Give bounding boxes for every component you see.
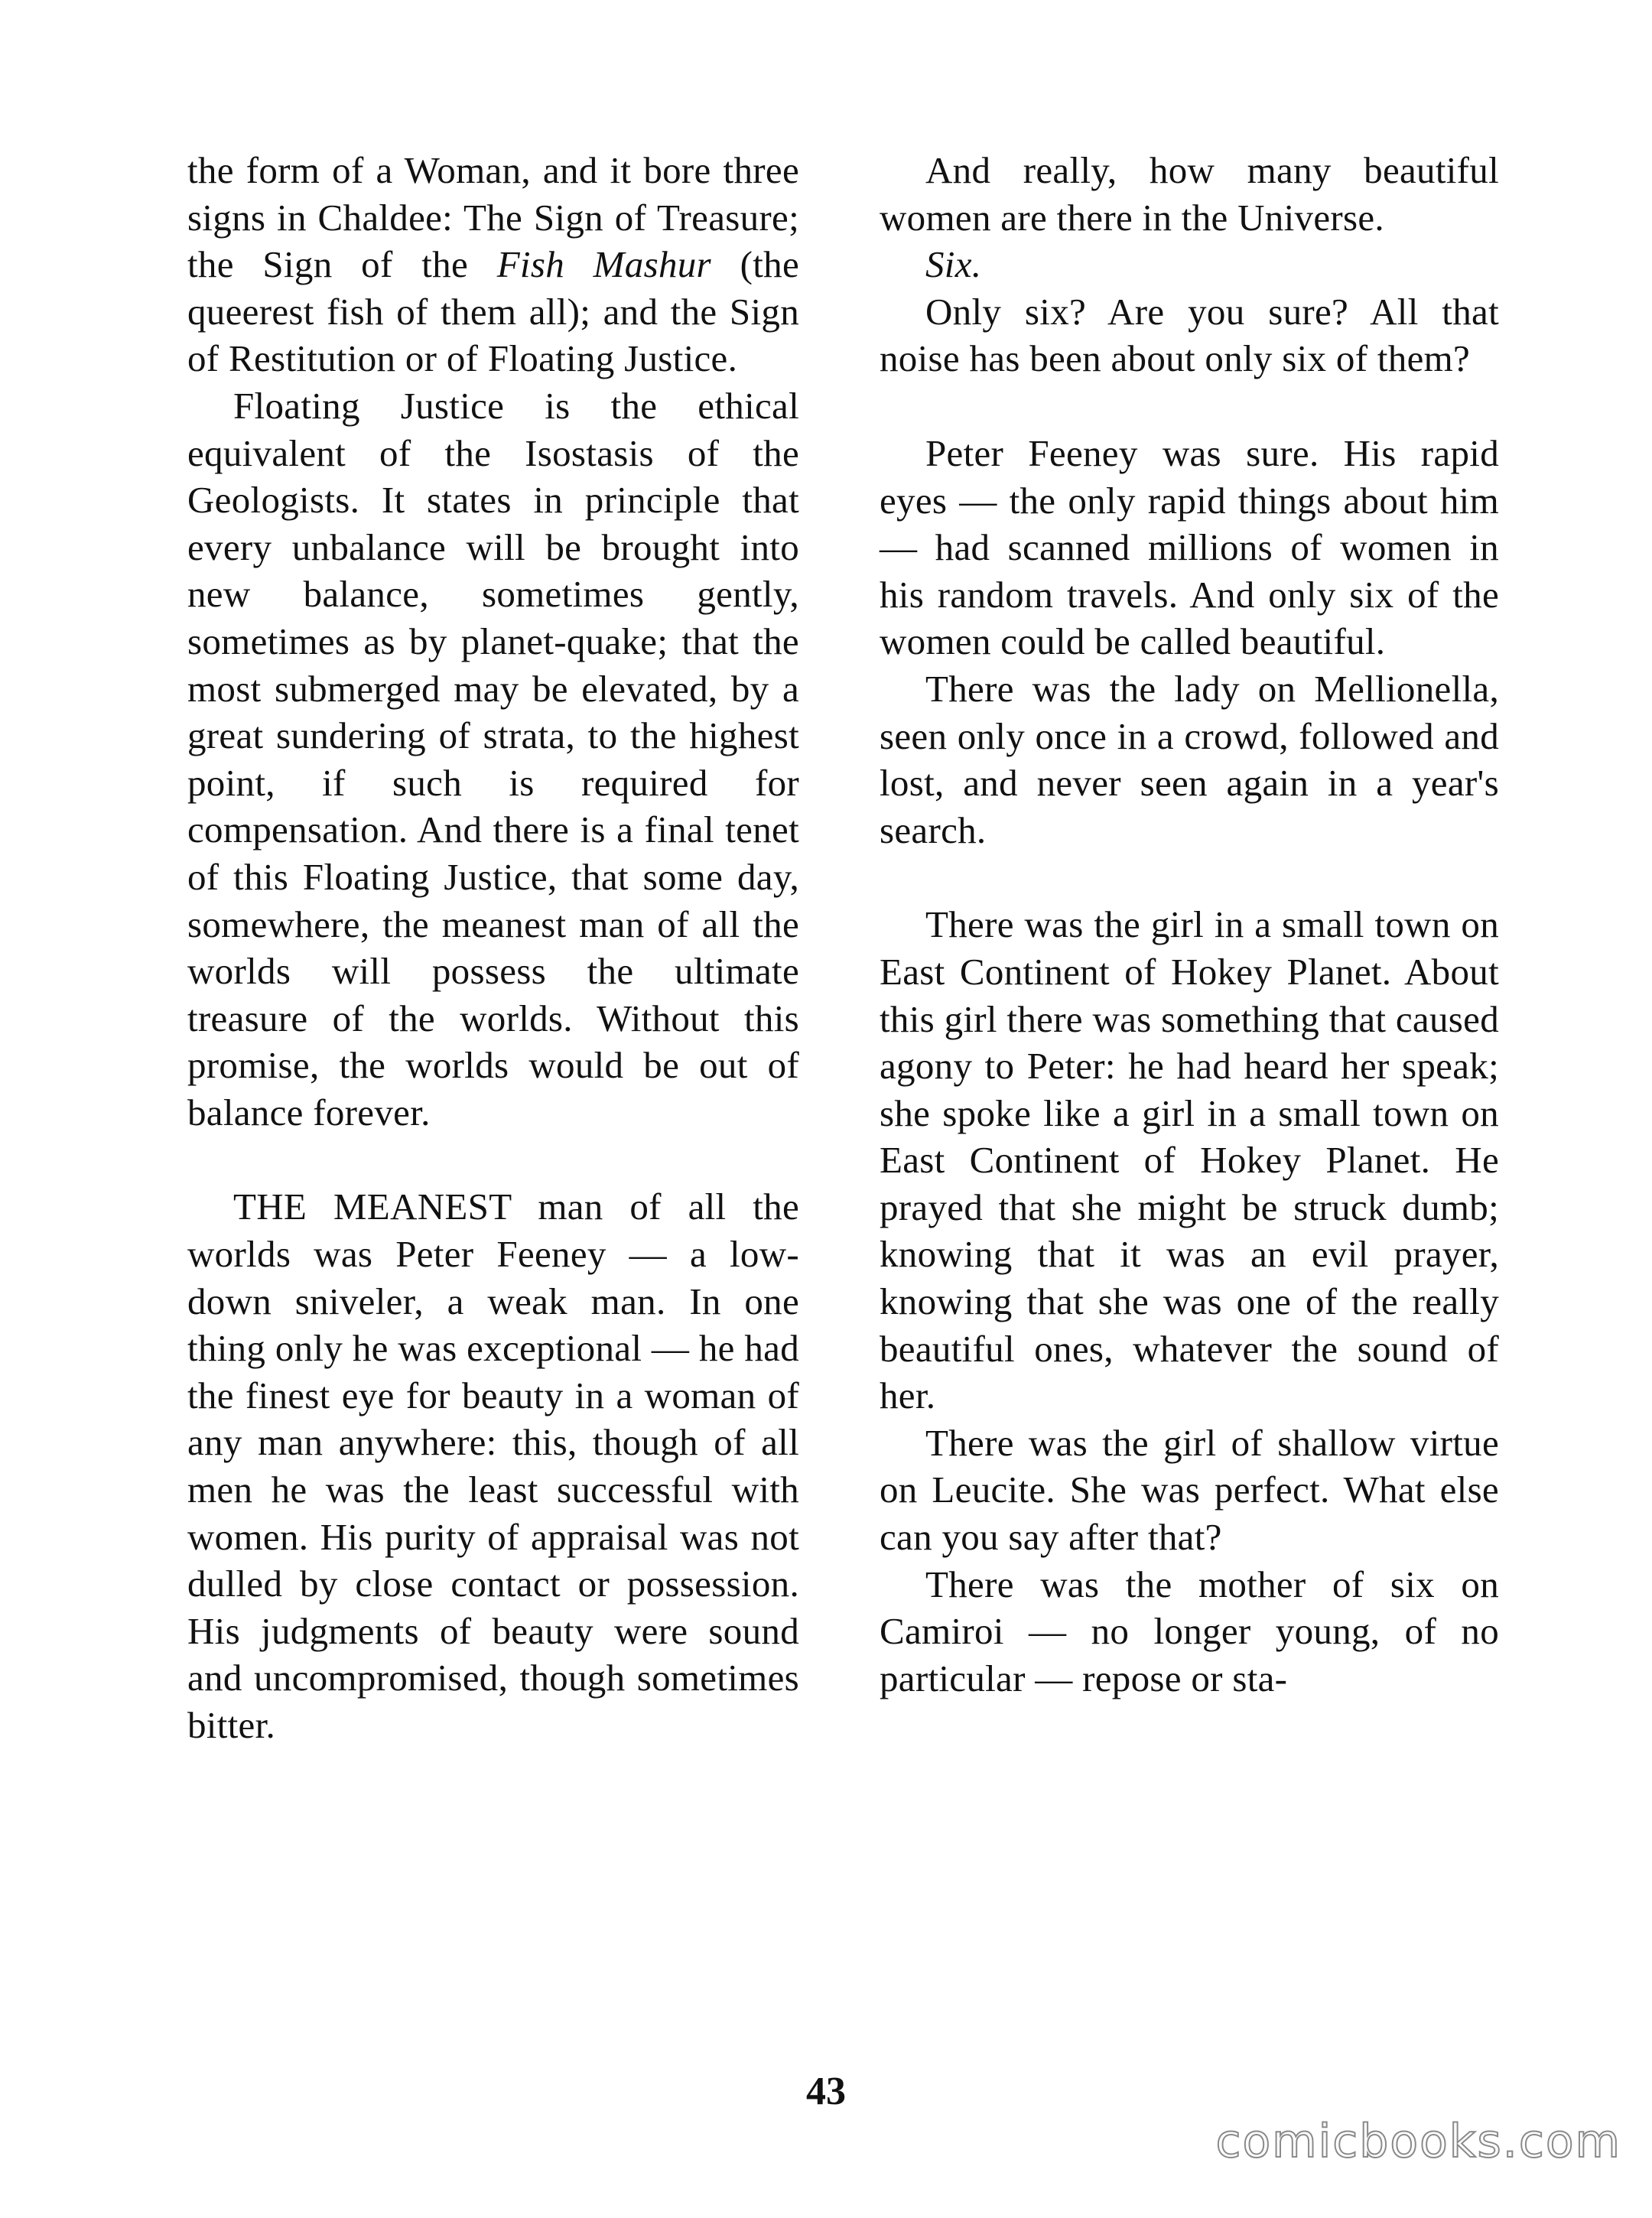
right-paragraph-5: There was the lady on Mellionella, seen only once in a crowd, followed and lost, and never seen again in a year's search. [880,667,1499,851]
right-paragraph-6: There was the girl in a small town on East Continent of Hokey Planet. About this girl there was something that caused agony to Peter: he had heard her speak; she spoke like a girl in a small town on East Continent of Hokey Planet. He prayed that she might be struck dumb; knowing that it was an evil prayer, knowing that she was one of the really beautiful ones, whatever the sound of her. [880,903,1499,1417]
section-break [880,854,1499,901]
page-number: 43 [806,2070,846,2113]
right-paragraph-2 [880,241,1499,288]
italic-six: Six. [925,243,982,286]
right-paragraph-3: Only six? Are you sure? All that noise has been about only six of them? [880,290,1499,380]
right-paragraph-7: There was the girl of shallow virtue on Leucite. She was perfect. What else can you say after that? [880,1421,1499,1559]
section-break [880,382,1499,430]
watermark-logo: comicbooks.com [1215,2115,1621,2168]
right-column [880,147,1499,1702]
left-column [187,147,799,1749]
left-paragraph-3: THE MEANEST man of all the worlds was Peter Feeney — a low-down sniveler, a weak man. In one thing only he was exceptional — he had the finest eye for beauty in a woman of any man anywhere: this, though of all men he was the least successful with women. His purity of appraisal was not dulled by close contact or possession. His judgments of beauty were sound and uncompromised, though sometimes bitter. [187,1185,799,1746]
text-segment: the form of a Woman, and it bore three signs in Chaldee: The Sign of Treasure; the Sign of the [187,149,799,286]
left-paragraph-1 [187,147,799,382]
text-segment: (the queerest fish of them all); and the Sign of Restitution or of Floating Justice. [187,243,799,380]
right-paragraph-1: And really, how many beautiful women are there in the Universe. [880,149,1499,239]
italic-fish-name: Fish Mashur [496,243,711,286]
left-paragraph-2: Floating Justice is the ethical equivalent of the Isostasis of the Geologists. It states in principle that every unbalance will be brought into new balance, sometimes gently, sometimes as by planet-quake; that the most submerged may be elevated, by a great sundering of strata, to the highest point, if such is required for compensation. And there is a final tenet of this Floating Justice, that some day, somewhere, the meanest man of all the worlds will possess the ultimate treasure of the worlds. Without this promise, the worlds would be out of balance forever. [187,384,799,1133]
right-paragraph-8: There was the mother of six on Camiroi — no longer young, of no particular — repose or sta- [880,1563,1499,1699]
right-paragraph-4: Peter Feeney was sure. His rapid eyes — the only rapid things about him — had scanned millions of women in his random travels. And only six of the women could be called beautiful. [880,431,1499,663]
section-break [187,1136,799,1183]
